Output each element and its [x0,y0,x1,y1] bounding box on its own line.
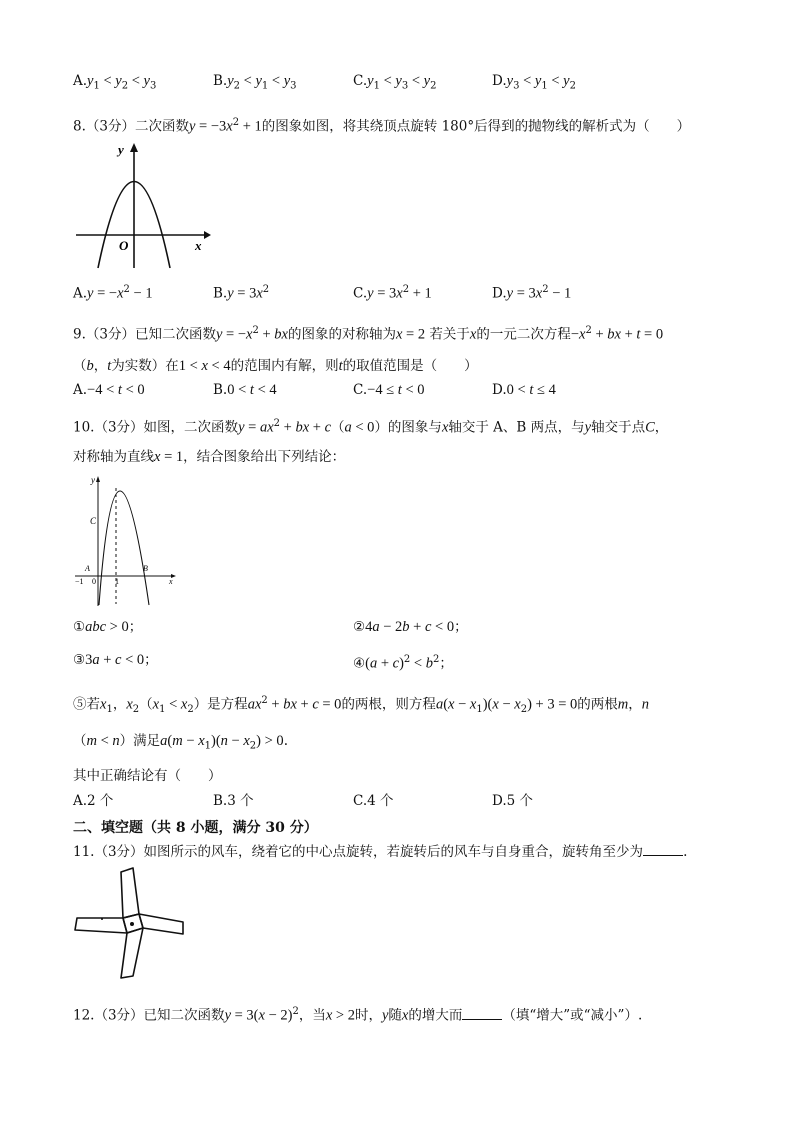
parabola-curve [99,491,149,605]
q10-option-b: B.3 个 [213,793,254,809]
q11-stem: 11.（3分）如图所示的风车，绕着它的中心点旋转，若旋转后的风车与自身重合，旋转角至少为 . [73,844,688,860]
q9-stem-line2: （b，t为实数）在1 < x < 4的范围内有解，则t的取值范围是（ ） [73,358,478,374]
graph-x-label: x [195,238,202,253]
q10-conclusion-2: ②4a − 2b + c < 0； [353,619,468,635]
q8-option-a: $A.y = -x^2 - 1$ [73,284,153,302]
windmill-blade-bottom [121,928,143,978]
q10-conclusion-5-line1: ⑤若$x_1$，$x_2(x_1 < x_2)$是方程$ax^2$ + bx + c = 0的两根，则方程$a(x - x_1)(x - x_2) + 3 = 0$的两根m，n [73,695,649,716]
q10-option-a: A.2 个 [73,793,114,809]
q8-option-b: $B.y = 3x^2$ [213,284,270,302]
svg-text:y: y [91,475,95,485]
q10-conclusion-4: ④(a + $c)^2 < b^2$； [353,654,453,672]
q10-parabola-graph [73,470,183,610]
q12-answer-blank[interactable] [462,1007,502,1020]
section-heading: 二、填空题（共 8 小题，满分 30 分） [73,820,318,836]
q10-conclusion-3: ③3a + c < 0； [73,652,158,668]
q9-option-d: D.0 < t ≤ 4 [492,382,556,398]
q10-stem-line2: 对称轴为直线x = 1，结合图象给出下列结论： [73,449,346,465]
x-axis-arrow-icon [204,231,211,239]
graph-y-label: y [118,142,124,157]
windmill-center-dot [130,922,134,926]
y-axis-arrow-icon [96,476,100,482]
q11-answer-blank[interactable] [643,843,683,856]
q7-option-b: $B.y_2 < y_1 < y_3$ [213,73,297,92]
q10-stem-line1: 10.（3分）如图，二次函数$y = ax^2$ + bx + c（a < 0）的图象与x轴交于 A、B 两点，与y轴交于点C， [73,418,669,436]
q8-stem: 8.（3分）二次函数$y = -3x^2 + 1$的图象如图，将其绕顶点旋转 180°后得到的抛物线的解析式为（ ） [73,117,691,135]
svg-text:x: x [169,577,173,586]
svg-text:1: 1 [115,577,119,586]
q9-option-c: C.−4 ≤ t < 0 [353,382,425,398]
svg-text:0: 0 [92,577,96,586]
q8-option-c: $C.y = 3x^2 + 1$ [353,284,432,302]
q12-stem: 12.（3分）已知二次函数$y = 3(x - 2)^2$，当x > 2时，y随x的增大而 （填“增大”或“减小”）. [73,1006,643,1024]
y-axis-arrow-icon [130,143,138,152]
q10-conclusion-1: ①abc > 0； [73,619,143,635]
q10-option-d: D.5 个 [492,793,534,809]
svg-text:C: C [90,516,97,526]
q11-windmill-figure [73,866,191,984]
q7-option-a: $A.y_1 < y_2 < y_3$ [73,73,157,92]
q9-option-b: B.0 < t < 4 [213,382,277,398]
svg-text:A: A [85,564,90,573]
q7-option-d: $D.y_3 < y_1 < y_2$ [492,73,576,92]
svg-text:−1: −1 [75,577,84,586]
q9-stem-line1: 9.（3分）已知二次函数$y = -x^2$ + bx的图象的对称轴为x = 2 若关于x的一元二次方程$-x^2$ + bx + t = 0 [73,325,664,343]
windmill-blade-right [139,914,183,934]
q9-option-a: A.−4 < t < 0 [73,382,145,398]
q8-option-d: $D.y = 3x^2 - 1$ [492,284,572,302]
q7-option-c: $C.y_1 < y_3 < y_2$ [353,73,437,92]
q10-option-c: C.4 个 [353,793,394,809]
q10-ask: 其中正确结论有（ ） [73,768,222,784]
q10-conclusion-5-line2: （m < n）满足$a(m - x_1)(n - x_2) > 0$. [73,733,288,752]
windmill-blade-top [121,868,139,918]
svg-text:B: B [143,564,148,573]
windmill-blade-left [75,918,127,933]
q8-parabola-graph [72,140,212,270]
graph-origin-label: O [119,238,129,253]
